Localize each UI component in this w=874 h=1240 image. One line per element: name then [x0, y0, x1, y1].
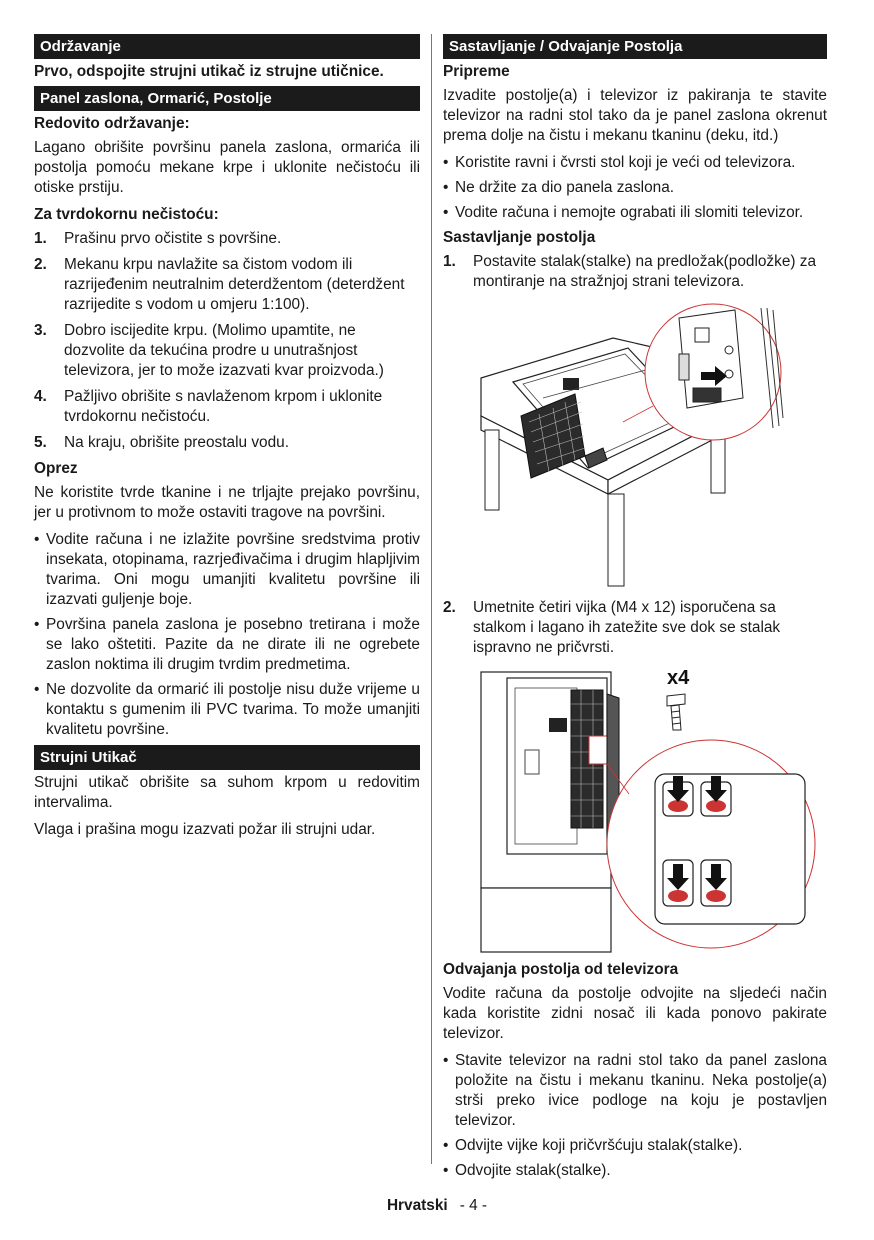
left-column [34, 34, 420, 847]
page-footer [0, 1197, 874, 1215]
cleaning-steps [34, 229, 420, 453]
screw-count-label: x4 [667, 667, 690, 689]
detach-title: Odvajanja postolja od televizora [443, 961, 679, 978]
intro-text: Prvo, odspojite strujni utikač iz strujne utičnice. [34, 63, 384, 80]
detach-bullets [443, 1051, 827, 1181]
list-item: • Stavite televizor na radni stol tako da panel zaslona položite na čistu i mekanu tkaninu. Neka postolje(a) strši preko ivice podloge na koju je postavljen televizor. [443, 1051, 827, 1131]
section-heading-plug: Strujni Utikač [34, 745, 420, 770]
caution-bullets [34, 530, 420, 740]
caution-title: Oprez [34, 460, 78, 477]
page-number: - 4 - [459, 1197, 488, 1214]
caution-text: Ne koristite tvrde tkanine i ne trljajte prejako površinu, jer u protivnom to može ostaviti tragove na površini. [34, 484, 420, 521]
list-item: 2. Umetnite četiri vijka (M4 x 12) isporučena sa stalkom i lagano ih zatežite sve dok se stalak ispravno ne pričvrsti. [443, 599, 781, 656]
list-item: 2. Mekanu krpu navlažite sa čistom vodom ili razrijeđenim neutralnim deterdžentom (deterdžent razrijedite s vodom u omjeru 1:100). [34, 256, 405, 313]
detach-text: Vodite računa da postolje odvojite na sljedeći način kada koristite zidni nosač ili kada ponovo pakirate televizor. [443, 985, 827, 1042]
list-item: 3. Dobro iscijedite krpu. (Molimo upamtite, ne dozvolite da tekućina prodre u unutrašnjost televizora, jer to može izazvati kvar proizvoda.) [34, 322, 384, 379]
plug-text-1: Strujni utikač obrišite sa suhom krpom u redovitim intervalima. [34, 774, 420, 811]
list-item: • Ne držite za dio panela zaslona. [443, 178, 827, 198]
list-item: • Koristite ravni i čvrsti stol koji je veći od televizora. [443, 153, 827, 173]
list-item: • Površina panela zaslona je posebno tretirana i može se lako oštetiti. Pazite da ne dirate ili ne ogrebete zaslon noktima ili drugim tvrdim predmetima. [34, 615, 420, 675]
list-item: 4. Pažljivo obrišite s navlaženom krpom i uklonite tvrdokornu nečistoću. [34, 388, 383, 425]
assembly-step-1 [443, 252, 827, 292]
section-heading-panel: Panel zaslona, Ormarić, Postolje [34, 86, 420, 111]
column-divider [431, 34, 432, 1164]
list-item: • Odvojite stalak(stalke). [443, 1161, 827, 1181]
regular-maintenance-text: Lagano obrišite površinu panela zaslona, ormarića ili postolja pomoću mekane krpe i uklonite nečistoću ili otiske prstiju. [34, 139, 420, 196]
assembly-title: Sastavljanje postolja [443, 229, 596, 246]
regular-maintenance-title: Redovito održavanje: [34, 115, 190, 132]
plug-text-2: Vlaga i prašina mogu izazvati požar ili strujni udar. [34, 821, 376, 838]
preparation-bullets [443, 153, 827, 223]
list-item: • Vodite računa i ne izlažite površine sredstvima protiv insekata, otopinama, razrjeđivačima i drugim hlapljivim tvarima. Oni mogu umanjiti kvalitetu površine ili izazvati guljenje boje. [34, 530, 420, 610]
list-item: • Odvijte vijke koji pričvršćuju stalak(stalke). [443, 1136, 827, 1156]
right-column [443, 34, 827, 1186]
list-item: 1. Prašinu prvo očistite s površine. [34, 230, 282, 247]
assembly-step-2 [443, 598, 827, 658]
list-item: • Vodite računa i nemojte ograbati ili slomiti televizor. [443, 203, 827, 223]
list-item: • Ne dozvolite da ormarić ili postolje nisu duže vrijeme u kontaktu s gumenim ili PVC tvarima. To može umanjiti kvalitetu površine. [34, 680, 420, 740]
screw-installation-illustration [443, 664, 827, 956]
section-heading-maintenance: Održavanje [34, 34, 420, 59]
list-item: 5. Na kraju, obrišite preostalu vodu. [34, 434, 289, 451]
tv-on-table-illustration [443, 298, 827, 588]
section-heading-assembly: Sastavljanje / Odvajanje Postolja [443, 34, 827, 59]
footer-language: Hrvatski [386, 1197, 448, 1214]
hard-dirt-title: Za tvrdokornu nečistoću: [34, 206, 219, 223]
preparation-text: Izvadite postolje(a) i televizor iz pakiranja te stavite televizor na radni stol tako da je panel zaslona okrenut prema dolje na čistu i mekanu tkaninu (deku, itd.) [443, 87, 827, 144]
preparation-title: Pripreme [443, 63, 510, 80]
list-item: 1. Postavite stalak(stalke) na predložak(podložke) za montiranje na stražnjoj strani televizora. [443, 253, 817, 290]
